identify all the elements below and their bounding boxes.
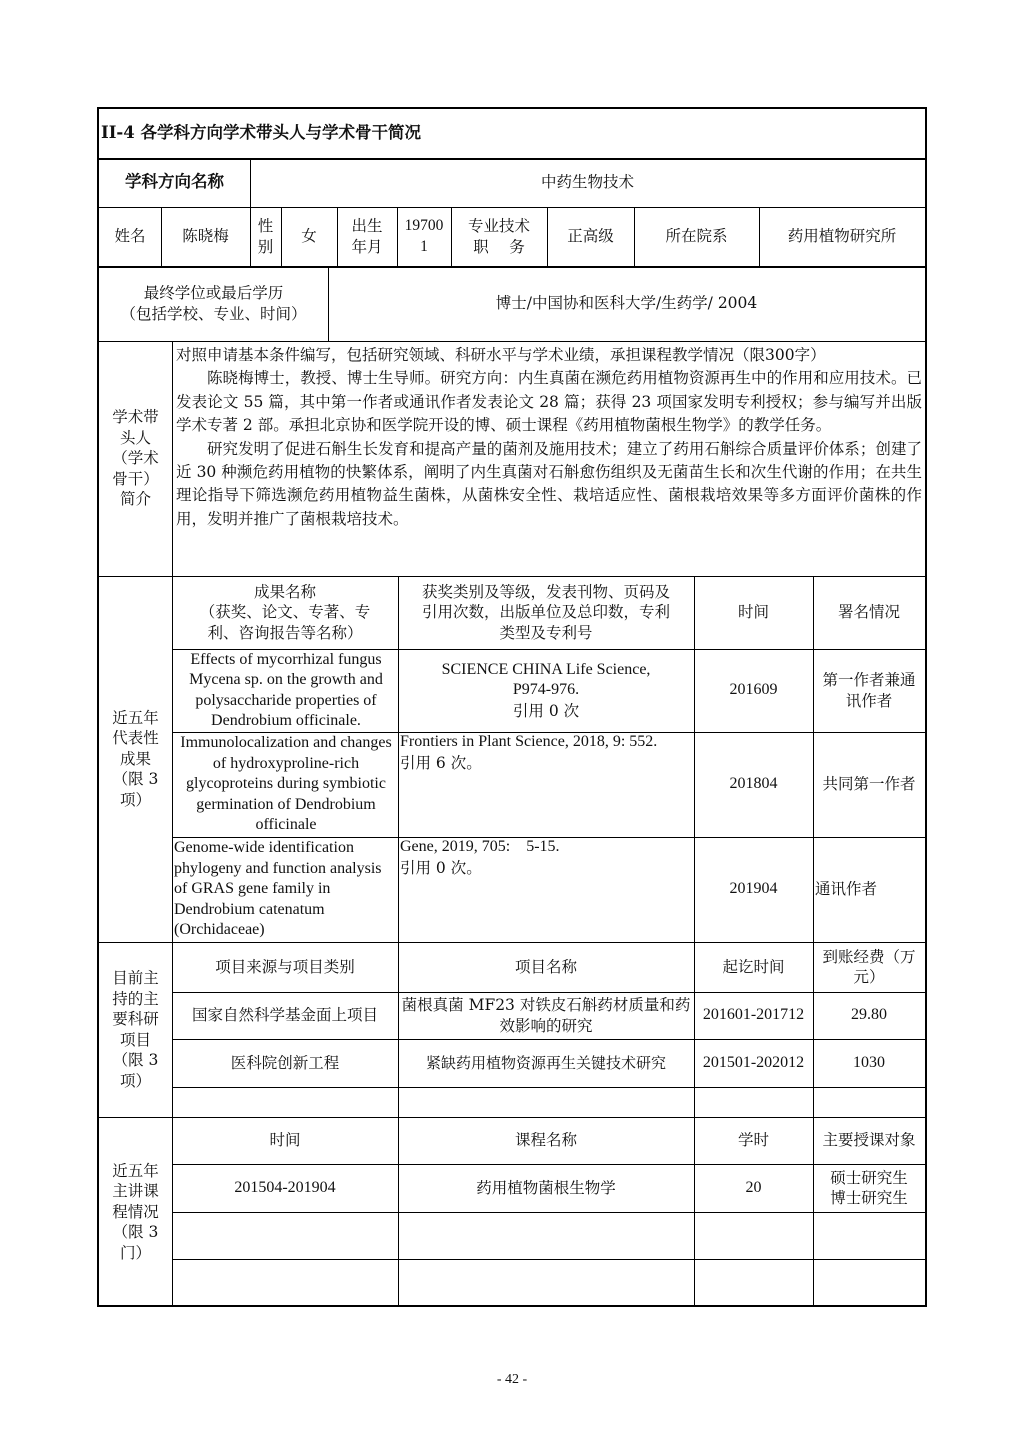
achievement-row-1-sign: 第一作者兼通讯作者 xyxy=(822,671,916,710)
projects-label: 目前主 持的主 要科研 项目 （限 3 项） xyxy=(112,969,159,1090)
dept-label: 所在院系 xyxy=(665,227,728,246)
courses-label: 近五年 主讲课 程情况 （限 3 门） xyxy=(112,1161,159,1262)
achievement-row-3-time: 201904 xyxy=(729,880,778,898)
discipline-value: 中药生物技术 xyxy=(540,173,634,192)
degree-value: 博士/中国协和医科大学/生药学/ 2004 xyxy=(495,294,758,313)
achievement-row-3-name: Genome-wide identification phylogeny and function analysis of GRAS gene family in Dendrobium catenatum (Orchidaceae) xyxy=(174,839,382,939)
project-row-2-name: 紧缺药用植物资源再生关键技术研究 xyxy=(425,1053,666,1072)
bio-paragraph-2: 研究发明了促进石斛生长发育和提高产量的菌剂及施用技术；建立了药用石斛综合质量评价体系；创建了近 30 种濒危药用植物的快繁体系，阐明了内生真菌对石斛愈伤组织及无菌苗生长和次生代谢的作用；在共生理论指导下筛选濒危药用植物益生菌株，从菌株安全性、栽培适应性、菌根栽培效果等多方面评价菌株的作用，发明并推广了菌根栽培技术。 xyxy=(176,439,922,528)
course-row-1-name: 药用植物菌根生物学 xyxy=(476,1178,616,1197)
achievement-row-3-info: Gene, 2019, 705: 5-15. 引用 0 次。 xyxy=(400,838,560,877)
achievement-row-1-info: SCIENCE CHINA Life Science, P974-976. 引用 0 次 xyxy=(441,660,651,720)
project-row-1-name: 菌根真菌 MF23 对铁皮石斛药材质量和药效影响的研究 xyxy=(401,996,691,1035)
achievement-row-2-name: Immunolocalization and changes of hydroxyproline-rich glycoproteins during symbiotic germination of Dendrobium officinale xyxy=(180,734,392,834)
project-source-header: 项目来源与项目类别 xyxy=(215,957,355,976)
achievement-row-2-info: Frontiers in Plant Science, 2018, 9: 552. 引用 6 次。 xyxy=(400,733,658,772)
title-label: 专业技术 职 务 xyxy=(467,217,530,256)
achievement-name-header: 成果名称 （获奖、论文、专著、专 利、咨询报告等名称） xyxy=(199,582,371,642)
course-audience-header: 主要授课对象 xyxy=(822,1131,916,1150)
name-value: 陈晓梅 xyxy=(182,227,229,246)
project-row-2-source: 医科院创新工程 xyxy=(230,1053,340,1072)
project-period-header: 起讫时间 xyxy=(722,957,785,976)
project-row-2-period: 201501-202012 xyxy=(702,1053,805,1071)
project-row-1-period: 201601-201712 xyxy=(702,1006,805,1024)
project-name-header: 项目名称 xyxy=(514,957,577,976)
course-hours-header: 学时 xyxy=(737,1131,769,1150)
name-label: 姓名 xyxy=(114,227,146,246)
bio-instruction: 对照申请基本条件编写，包括研究领域、科研水平与学术业绩，承担课程教学情况（限300字） xyxy=(176,346,826,364)
achievement-row-1-name: Effects of mycorrhizal fungus Mycena sp. on the growth and polysaccharide properties of Dendrobium officinale. xyxy=(189,650,383,729)
section-title: II-4 各学科方向学术带头人与学术骨干简况 xyxy=(101,123,422,143)
gender-label: 性 别 xyxy=(257,217,274,256)
course-row-1-audience: 硕士研究生 博士研究生 xyxy=(830,1168,908,1207)
achievement-time-header: 时间 xyxy=(737,603,769,622)
achievement-sign-header: 署名情况 xyxy=(837,603,900,622)
project-row-2-funds: 1030 xyxy=(853,1053,885,1071)
course-row-1-time: 201504-201904 xyxy=(234,1178,336,1196)
birth-label: 出生 年月 xyxy=(351,217,383,256)
bio-label: 学术带 头人 （学术 骨干） 简介 xyxy=(112,408,159,509)
project-funds-header: 到账经费（万元） xyxy=(822,947,916,986)
bio-text xyxy=(176,344,922,531)
birth-value: 19700 1 xyxy=(404,217,444,255)
title-value: 正高级 xyxy=(567,227,614,246)
project-row-1-source: 国家自然科学基金面上项目 xyxy=(191,1006,378,1025)
course-row-1-hours: 20 xyxy=(745,1178,762,1196)
page-number: - 42 - xyxy=(496,1372,528,1387)
achievements-label: 近五年 代表性 成果 （限 3 项） xyxy=(112,708,159,809)
achievement-row-2-time: 201804 xyxy=(729,775,778,793)
achievement-info-header: 获奖类别及等级，发表刊物、页码及 引用次数，出版单位及总印数，专利 类型及专利号 xyxy=(421,582,670,642)
profile-form xyxy=(97,107,927,1307)
bio-paragraph-1: 陈晓梅博士，教授、博士生导师。研究方向：内生真菌在濒危药用植物资源再生中的作用和应用技术。已发表论文 55 篇，其中第一作者或通讯作者发表论文 28 篇；获得 23 项国家发明专利授权；参与编写并出版学术专著 2 部。承担北京协和医学院开设的博、硕士课程《药用植物菌根生物学》的教学任务。 xyxy=(176,369,922,435)
discipline-label: 学科方向名称 xyxy=(125,172,224,192)
dept-value: 药用植物研究所 xyxy=(787,227,897,246)
gender-value: 女 xyxy=(301,227,317,246)
achievement-row-1-time: 201609 xyxy=(729,681,778,699)
degree-label: 最终学位或最后学历 （包括学校、专业、时间） xyxy=(120,284,307,323)
course-name-header: 课程名称 xyxy=(514,1131,577,1150)
achievement-row-3-sign: 通讯作者 xyxy=(815,880,878,899)
project-row-1-funds: 29.80 xyxy=(851,1006,887,1024)
course-time-header: 时间 xyxy=(269,1131,301,1150)
achievement-row-2-sign: 共同第一作者 xyxy=(822,775,916,794)
